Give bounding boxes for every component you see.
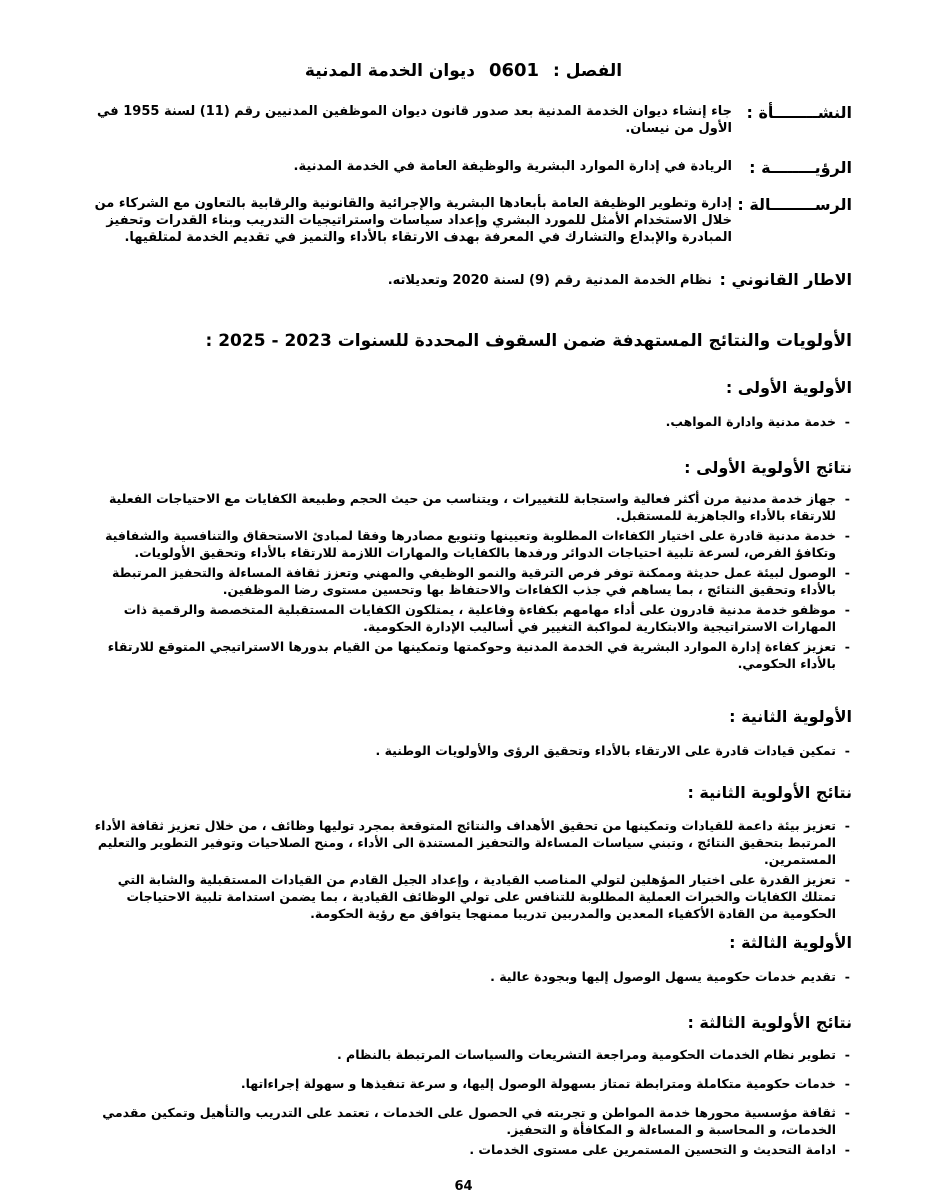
results-1-heading: نتائج الأولوية الأولى :	[684, 458, 852, 477]
results-2-list	[92, 817, 852, 925]
priority-2-list	[92, 742, 852, 762]
vision-label: الرؤيــــــــة :	[749, 158, 852, 177]
chapter-name: ديوان الخدمة المدنية	[304, 61, 476, 81]
list-item: - الوصول لبيئة عمل حديثة وممكنة توفر فرص الترقية والنمو الوظيفي والمهني وتعزز ثقافة المساءلة والتحفيز المرتبطة بالأداء وتحقيق النتائج ، بما يساهم في جذب الكفاءات والاحتفاظ بها وتحسين مستوى رضا الموظفين.	[92, 564, 852, 598]
priority-3-list	[92, 968, 852, 988]
list-item: - تطوير نظام الخدمات الحكومية ومراجعة التشريعات والسياسات المرتبطة بالنظام .	[92, 1046, 852, 1063]
chapter-number: 0601	[488, 60, 540, 81]
priority-1-heading: الأولوية الأولى :	[725, 378, 852, 397]
mission-label: الرســــــــالة :	[737, 195, 852, 214]
legal-framework-label: الاطار القانوني :	[719, 270, 852, 289]
chapter-label: الفصل :	[552, 61, 623, 81]
results-3-list	[92, 1046, 852, 1161]
list-item: - تعزيز بيئة داعمة للقيادات وتمكينها من تحقيق الأهداف والنتائج المتوقعة بمجرد توليها وظائف ، من خلال تعزيز ثقافة الأداء المرتبط بتحقيق النتائج ، وتبني سياسات المساءلة والتحفيز المستندة الى الأداء ، ومنح الصلاحيات وتوفير التطوير والتعليم المستمرين.	[92, 817, 852, 868]
chapter-title	[0, 60, 927, 81]
list-item: - خدمات حكومية متكاملة ومترابطة تمتاز بسهولة الوصول إليها، و سرعة تنفيذها و سهولة إجراءاتها.	[92, 1075, 852, 1092]
list-item: - خدمة مدنية قادرة على اختيار الكفاءات المطلوبة وتعيينها وتنويع مصادرها وفقا لمبادئ الاستحقاق والتنافسية والشفافية وتكافؤ الفرص، لسرعة تلبية احتياجات الدوائر ورفدها بالكفايات والمهارات اللازمة للارتقاء بالأداء وتحقيق الأولويات.	[92, 527, 852, 561]
results-3-heading: نتائج الأولوية الثالثة :	[687, 1013, 852, 1032]
results-1-list	[92, 490, 852, 675]
results-2-heading: نتائج الأولوية الثانية :	[687, 783, 852, 802]
legal-framework-text: نظام الخدمة المدنية رقم (9) لسنة 2020 وتعديلاته.	[387, 273, 712, 288]
priority-1-list	[92, 413, 852, 433]
list-item: - ادامة التحديث و التحسين المستمرين على مستوى الخدمات .	[92, 1141, 852, 1158]
establishment-text: جاء إنشاء ديوان الخدمة المدنية بعد صدور قانون ديوان الموظفين المدنيين رقم (11) لسنة 1955 في الأول من نيسان.	[97, 104, 732, 136]
list-item: - خدمة مدنية وادارة المواهب.	[92, 413, 852, 430]
list-item: - تمكين قيادات قادرة على الارتقاء بالأداء وتحقيق الرؤى والأولويات الوطنية .	[92, 742, 852, 759]
list-item: - جهاز خدمة مدنية مرن أكثر فعالية واستجابة للتغييرات ، ويتناسب من حيث الحجم وطبيعة الكفايات مع الاحتياجات الفعلية للارتقاء بالأداء والجاهزية للمستقبل.	[92, 490, 852, 524]
vision-text: الريادة في إدارة الموارد البشرية والوظيفة العامة في الخدمة المدنية.	[293, 159, 732, 174]
priorities-main-heading: الأولويات والنتائج المستهدفة ضمن السقوف المحددة للسنوات 2023 - 2025 :	[205, 331, 852, 351]
list-item: - تعزيز القدرة على اختيار المؤهلين لتولي المناصب القيادية ، وإعداد الجيل القادم من القيادات المستقبلية والشابة التي تمتلك الكفايات والخبرات العملية المطلوبة للتنافس على تولي الوظائف القيادية ، بما يضمن استدامة تلبية الاحتياجات الحكومية من القادة الأكفياء المعدين والمدربين تدريبا ممنهجا يتوافق مع رؤية الحكومة.	[92, 871, 852, 922]
page-number: 64	[454, 1179, 473, 1194]
priority-2-heading: الأولوية الثانية :	[729, 707, 852, 726]
list-item: - تعزيز كفاءة إدارة الموارد البشرية في الخدمة المدنية وحوكمتها وتمكينها من القيام بدورها الاستراتيجي المتوقع للارتقاء بالأداء الحكومي.	[92, 638, 852, 672]
list-item: - تقديم خدمات حكومية يسهل الوصول إليها وبجودة عالية .	[92, 968, 852, 985]
establishment-label: النشــــــــأة :	[746, 103, 852, 122]
list-item: - ثقافة مؤسسية محورها خدمة المواطن و تجربته في الحصول على الخدمات ، تعتمد على التدريب والتأهيل وتمكين مقدمي الخدمات، و المحاسبة و المساءلة و المكافأة و التحفيز.	[92, 1104, 852, 1138]
priority-3-heading: الأولوية الثالثة :	[729, 933, 852, 952]
mission-text: إدارة وتطوير الوظيفة العامة بأبعادها البشرية والإجرائية والقانونية والرقابية بالتعاون مع الشركاء من خلال الاستخدام الأمثل للمورد البشري وإعداد سياسات واستراتيجيات التدريب وبناء القدرات وتحفيز المبادرة والإبداع والتشارك في المعرفة بهدف الارتقاء بالأداء والتميز في تقديم الخدمة لمتلقيها.	[94, 196, 732, 245]
list-item: - موظفو خدمة مدنية قادرون على أداء مهامهم بكفاءة وفاعلية ، يمتلكون الكفايات المستقبلية المتخصصة والرقمية ذات المهارات الاستراتيجية والابتكارية لمواكبة التغيير في أساليب الإدارة الحكومية.	[92, 601, 852, 635]
